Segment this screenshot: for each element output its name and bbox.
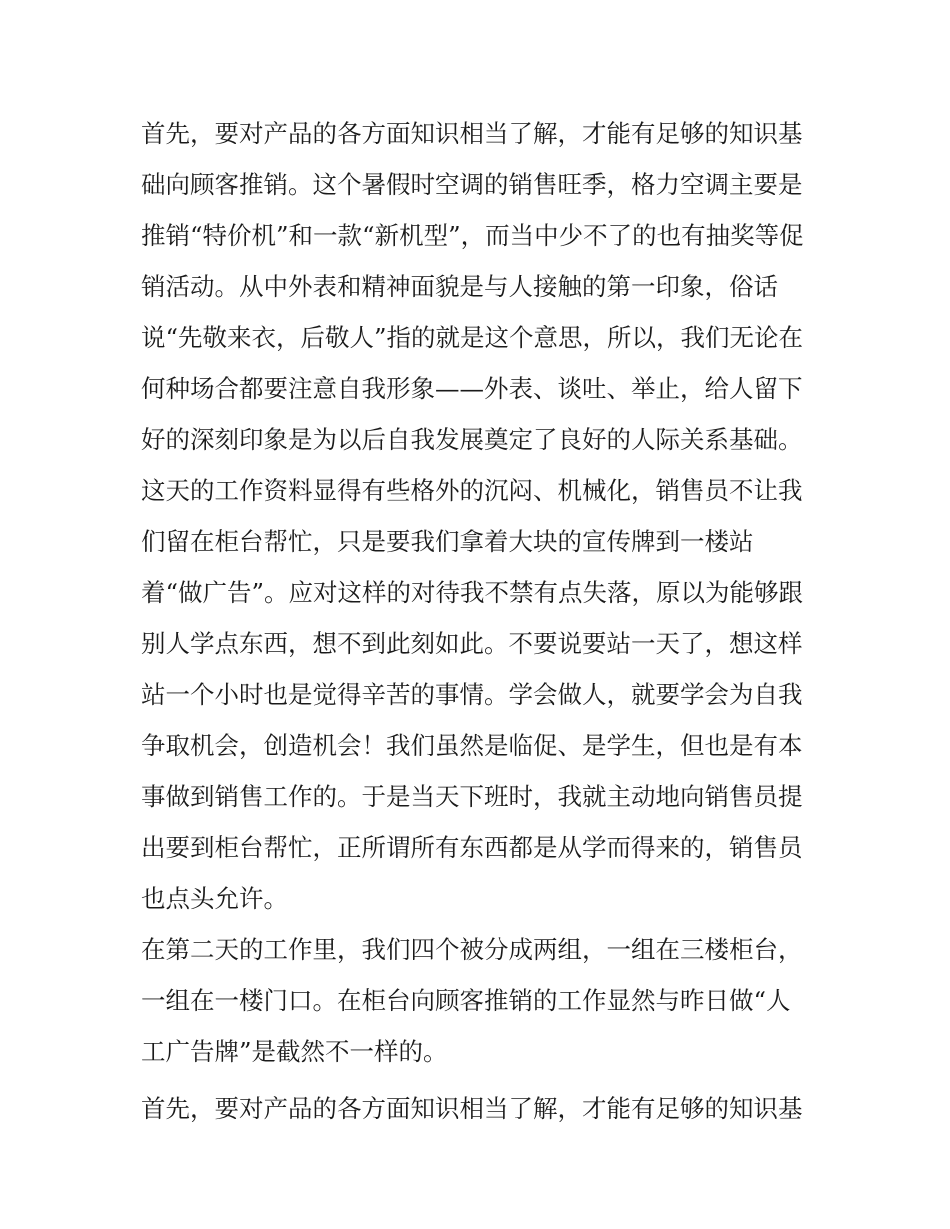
text-line: 出要到柜台帮忙，正所谓所有东西都是从学而得来的，销售员 xyxy=(141,833,803,862)
text-line: 事做到销售工作的。于是当天下班时，我就主动地向销售员提 xyxy=(141,782,803,811)
text-line: 工广告牌”是截然不一样的。 xyxy=(141,1037,448,1066)
text-line: 也点头允许。 xyxy=(141,884,288,913)
text-line: 一组在一楼门口。在柜台向顾客推销的工作显然与昨日做“人 xyxy=(141,986,791,1015)
text-line: 首先，要对产品的各方面知识相当了解，才能有足够的知识基 xyxy=(141,1094,803,1123)
text-line: 别人学点东西，想不到此刻如此。不要说要站一天了，想这样 xyxy=(141,629,803,658)
text-line: 站一个小时也是觉得辛苦的事情。学会做人，就要学会为自我 xyxy=(141,680,803,709)
text-line: 推销“特价机”和一款“新机型”，而当中少不了的也有抽奖等促 xyxy=(141,221,804,250)
document-body xyxy=(141,108,831,1134)
text-line: 们留在柜台帮忙，只是要我们拿着大块的宣传牌到一楼站 xyxy=(141,527,754,556)
text-line: 在第二天的工作里，我们四个被分成两组，一组在三楼柜台， xyxy=(141,935,803,964)
text-line: 着“做广告”。应对这样的对待我不禁有点失落，原以为能够跟 xyxy=(141,578,804,607)
text-line: 销活动。从中外表和精神面貌是与人接触的第一印象，俗话 xyxy=(141,272,778,301)
text-line: 争取机会，创造机会！我们虽然是临促、是学生，但也是有本 xyxy=(141,731,803,760)
text-line: 何种场合都要注意自我形象——外表、谈吐、举止，给人留下 xyxy=(141,374,803,403)
text-line: 说“先敬来衣，后敬人”指的就是这个意思，所以，我们无论在 xyxy=(141,323,804,352)
text-line: 这天的工作资料显得有些格外的沉闷、机械化，销售员不让我 xyxy=(141,476,803,505)
text-line: 首先，要对产品的各方面知识相当了解，才能有足够的知识基 xyxy=(141,119,803,148)
text-line: 础向顾客推销。这个暑假时空调的销售旺季，格力空调主要是 xyxy=(141,170,803,199)
text-line: 好的深刻印象是为以后自我发展奠定了良好的人际关系基础。 xyxy=(141,425,803,454)
